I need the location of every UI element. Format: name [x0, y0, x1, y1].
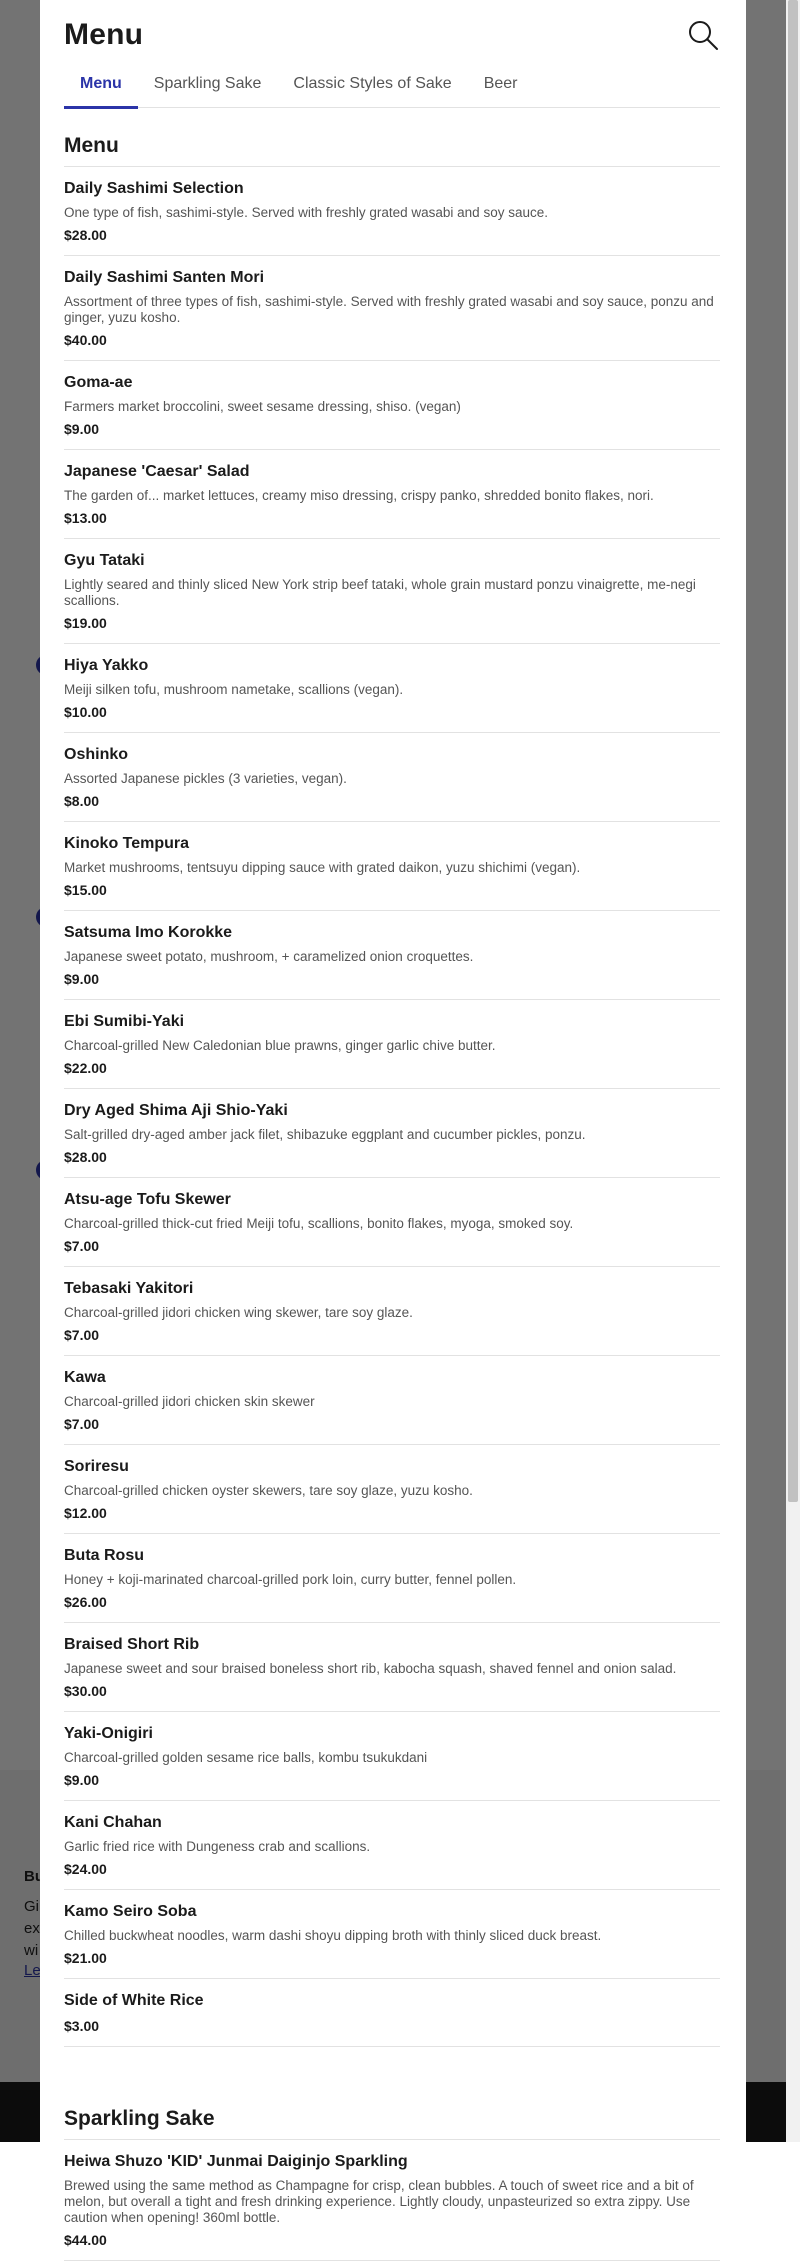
menu-item-price: $21.00	[64, 1950, 107, 1966]
menu-item-price: $15.00	[64, 882, 107, 898]
menu-item	[64, 1623, 720, 1712]
menu-item-name: Tebasaki Yakitori	[64, 1280, 194, 1297]
menu-item-description: Brewed using the same method as Champagne for crisp, clean bubbles. A touch of sweet rice and a bit of melon, but overall a tight and fresh drinking experience. Lightly cloudy, unpasteurized so extra zippy. Use caution when opening! 360ml bottle.	[64, 2178, 694, 2225]
menu-item-price: $9.00	[64, 421, 100, 437]
menu-item	[64, 1445, 720, 1534]
menu-item-price: $13.00	[64, 510, 107, 526]
menu-modal	[40, 0, 746, 2248]
menu-item-description: Meiji silken tofu, mushroom nametake, scallions (vegan).	[64, 682, 404, 697]
search-button[interactable]	[686, 18, 720, 52]
menu-item-price: $7.00	[64, 1327, 100, 1343]
modal-title: Menu	[64, 18, 144, 51]
menu-item-name: Hiya Yakko	[64, 657, 149, 674]
menu-item-description: Japanese sweet and sour braised boneless short rib, kabocha squash, shaved fennel and onion salad.	[64, 1661, 677, 1676]
menu-item-name: Soriresu	[64, 1458, 129, 1475]
menu-item-description: Salt-grilled dry-aged amber jack filet, shibazuke eggplant and cucumber pickles, ponzu.	[64, 1127, 586, 1142]
menu-item	[64, 1890, 720, 1979]
menu-item	[64, 167, 720, 256]
menu-item-price: $22.00	[64, 1060, 107, 1076]
menu-item	[64, 1178, 720, 1267]
menu-item-description: Charcoal-grilled golden sesame rice balls, kombu tsukukdani	[64, 1750, 428, 1765]
menu-item-description: One type of fish, sashimi-style. Served with freshly grated wasabi and soy sauce.	[64, 205, 548, 220]
menu-item-price: $9.00	[64, 971, 100, 987]
tab-sparkling-sake[interactable]: Sparkling Sake	[153, 75, 262, 92]
menu-item-price: $12.00	[64, 1505, 107, 1521]
menu-item-name: Braised Short Rib	[64, 1636, 200, 1653]
menu-item-name: Dry Aged Shima Aji Shio-Yaki	[64, 1102, 288, 1119]
menu-item-description: Charcoal-grilled jidori chicken wing skewer, tare soy glaze.	[64, 1305, 413, 1320]
menu-item	[64, 1089, 720, 1178]
menu-item-description: Assorted Japanese pickles (3 varieties, vegan).	[64, 771, 347, 786]
menu-item-description: Charcoal-grilled chicken oyster skewers, tare soy glaze, yuzu kosho.	[64, 1483, 473, 1498]
menu-item-price: $9.00	[64, 1772, 100, 1788]
menu-item-name: Oshinko	[64, 746, 129, 763]
menu-item-name: Goma-ae	[64, 374, 133, 391]
menu-item-price: $30.00	[64, 1683, 107, 1699]
menu-item-description: Charcoal-grilled jidori chicken skin skewer	[64, 1394, 315, 1409]
tab-beer[interactable]: Beer	[483, 75, 518, 92]
menu-item-name: Daily Sashimi Selection	[64, 180, 244, 197]
menu-item	[64, 1801, 720, 1890]
menu-item	[64, 911, 720, 1000]
menu-item-name: Yaki-Onigiri	[64, 1725, 153, 1742]
menu-item-description: Lightly seared and thinly sliced New York strip beef tataki, whole grain mustard ponzu vinaigrette, me-negi scallions.	[64, 577, 696, 608]
modal-scrollbar-thumb[interactable]	[788, 0, 798, 1502]
menu-item-list	[64, 167, 720, 2047]
menu-item-name: Satsuma Imo Korokke	[64, 924, 233, 941]
tab-classic-styles-of-sake[interactable]: Classic Styles of Sake	[293, 75, 452, 92]
menu-item-price: $24.00	[64, 1861, 107, 1877]
menu-item-description: Honey + koji-marinated charcoal-grilled pork loin, curry butter, fennel pollen.	[64, 1572, 517, 1587]
menu-item-price: $7.00	[64, 1416, 100, 1432]
menu-item	[64, 361, 720, 450]
menu-item-description: Charcoal-grilled thick-cut fried Meiji tofu, scallions, bonito flakes, myoga, smoked soy.	[64, 1216, 574, 1231]
menu-item-description: Garlic fried rice with Dungeness crab and scallions.	[64, 1839, 371, 1854]
section-title-menu: Menu	[64, 108, 720, 167]
menu-item-name: Heiwa Shuzo 'KID' Junmai Daiginjo Sparkling	[64, 2153, 408, 2170]
menu-item	[64, 539, 720, 644]
menu-item-price: $7.00	[64, 1238, 100, 1254]
menu-item-name: Japanese 'Caesar' Salad	[64, 463, 250, 480]
menu-item-price: $8.00	[64, 793, 100, 809]
menu-item-name: Daily Sashimi Santen Mori	[64, 269, 265, 286]
menu-content	[64, 108, 720, 2261]
menu-item-name: Buta Rosu	[64, 1547, 144, 1564]
menu-item	[64, 1534, 720, 1623]
menu-item-name: Kamo Seiro Soba	[64, 1903, 197, 1920]
menu-item-price: $28.00	[64, 227, 107, 243]
menu-item	[64, 822, 720, 911]
menu-item	[64, 2140, 720, 2261]
menu-item	[64, 1356, 720, 1445]
menu-item-price: $28.00	[64, 1149, 107, 1165]
modal-scrollbar[interactable]	[786, 0, 800, 2142]
menu-item-name: Side of White Rice	[64, 1992, 204, 2009]
menu-tabs	[64, 64, 720, 108]
menu-item-name: Atsu-age Tofu Skewer	[64, 1191, 231, 1208]
menu-item-name: Ebi Sumibi-Yaki	[64, 1013, 185, 1030]
menu-item	[64, 1712, 720, 1801]
menu-item-description: Assortment of three types of fish, sashimi-style. Served with freshly grated wasabi and soy sauce, ponzu and ginger, yuzu kosho.	[64, 294, 714, 325]
menu-item-price: $40.00	[64, 332, 107, 348]
modal-header	[64, 0, 720, 60]
menu-item-price: $44.00	[64, 2232, 107, 2248]
menu-item	[64, 733, 720, 822]
menu-item-name: Kani Chahan	[64, 1814, 162, 1831]
menu-item-description: Chilled buckwheat noodles, warm dashi shoyu dipping broth with thinly sliced duck breast.	[64, 1928, 602, 1943]
search-icon	[686, 18, 720, 52]
menu-item-name: Gyu Tataki	[64, 552, 145, 569]
tab-menu[interactable]: Menu	[64, 64, 138, 108]
menu-item-name: Kawa	[64, 1369, 106, 1386]
menu-item-description: Market mushrooms, tentsuyu dipping sauce with grated daikon, yuzu shichimi (vegan).	[64, 860, 581, 875]
menu-item-description: Japanese sweet potato, mushroom, + caramelized onion croquettes.	[64, 949, 474, 964]
menu-item-price: $19.00	[64, 615, 107, 631]
menu-item	[64, 450, 720, 539]
menu-item	[64, 1267, 720, 1356]
menu-item-price: $26.00	[64, 1594, 107, 1610]
sparkling-item-list	[64, 2140, 720, 2261]
menu-item	[64, 256, 720, 361]
menu-item-description: Farmers market broccolini, sweet sesame dressing, shiso. (vegan)	[64, 399, 461, 414]
menu-item-price: $10.00	[64, 704, 107, 720]
menu-item-description: Charcoal-grilled New Caledonian blue prawns, ginger garlic chive butter.	[64, 1038, 496, 1053]
menu-item-price: $3.00	[64, 2018, 100, 2034]
menu-item	[64, 1979, 720, 2047]
menu-item	[64, 1000, 720, 1089]
menu-item-description: The garden of... market lettuces, creamy miso dressing, crispy panko, shredded bonito flakes, nori.	[64, 488, 654, 503]
menu-item	[64, 644, 720, 733]
menu-item-name: Kinoko Tempura	[64, 835, 190, 852]
section-title-sparkling-sake: Sparkling Sake	[64, 2081, 720, 2140]
